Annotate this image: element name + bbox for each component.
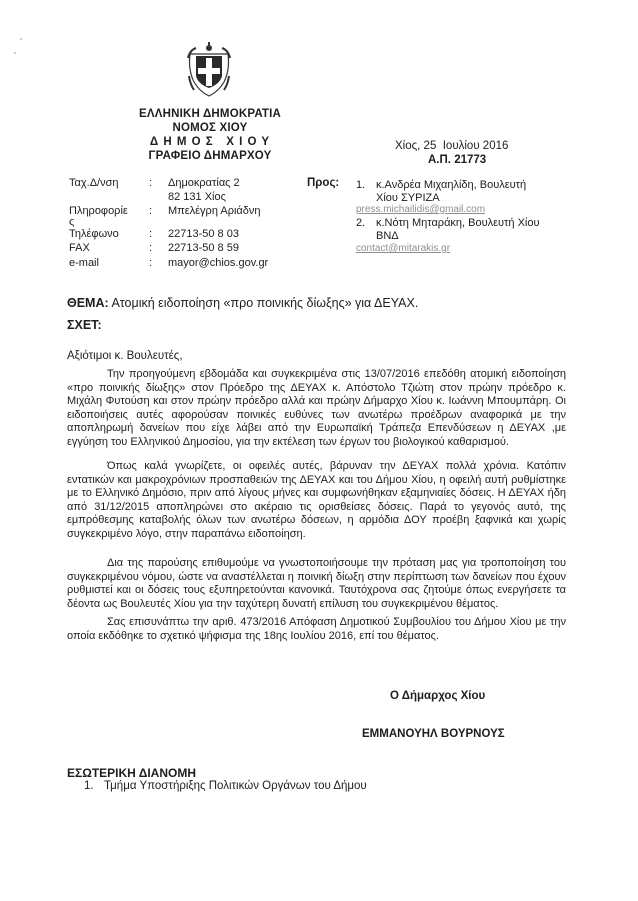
- subject-line: [67, 296, 418, 310]
- header-municipality: Δ Η Μ Ο Σ Χ Ι Ο Υ: [149, 136, 271, 148]
- recipient-email: contact@mitarakis.gr: [356, 243, 451, 254]
- contact-colon: :: [149, 205, 153, 217]
- signature-title: Ο Δήμαρχος Χίου: [390, 690, 486, 702]
- contact-info-person: Μπελέγρη Αριάδνη: [168, 205, 261, 217]
- header-prefecture: ΝΟΜΟΣ ΧΙΟΥ: [172, 122, 248, 134]
- contact-label: e-mail: [69, 257, 99, 269]
- recipient-name: κ.Νότη Μηταράκη, Βουλευτή Χίου: [376, 217, 540, 229]
- contact-colon: :: [149, 257, 153, 269]
- scan-speck: [14, 52, 16, 54]
- contact-label: ς: [69, 216, 75, 228]
- document-date: Χίος, 25 Ιουλίου 2016: [395, 140, 509, 152]
- body-paragraph: Όπως καλά γνωρίζετε, οι οφειλές αυτές, βάρυναν την ΔΕΥΑΧ πολλά χρόνια. Κατόπιν εντατικών και μακροχρόνιων προσπαθειών της ΔΕΥΑΧ και του Δήμου Χίου, η οφειλή αυτή ρυθμίστηκε με το Ελληνικό Δημόσιο, πριν από λίγους μήνες και συμφωνήθηκαν εξαμηνιαίες δόσεις. Η ΔΕΥΑΧ ήδη από 31/12/2015 αποπληρώνει στο ακέραιο τις ορισθείσες δόσεις. Παρά το γεγονός αυτό, της εμπρόθεσμης καταβολής όλων των ανωτέρω δόσεων, η αρμόδια ΔΟΥ προέβη ξαφνικά και χωρίς συγκεκριμένο λόγο, στην παραπάνω ειδοποίηση.: [67, 460, 566, 540]
- recipient-party: Χίου ΣΥΡΙΖΑ: [376, 192, 440, 204]
- contact-label: Πληροφορίε: [69, 205, 128, 217]
- reference-label: ΣΧΕΤ:: [67, 318, 102, 332]
- body-paragraph: Δια της παρούσης επιθυμούμε να γνωστοποιήσουμε την πρόταση μας για τροποποίηση του συγκεκριμένου νόμου, ώστε να αναστέλλεται η ποινική δίωξη στην περίπτωση των δανείων που έχουν ρυθμιστεί και οι δόσεις τους εξυπηρετούνται κανονικά. Ταυτόχρονα σας ζητούμε όπως ενεργήσετε τα δέοντα ως Βουλευτές Χίου για την ταχύτερη δυνατή επίλυση του συγκεκριμένου θέματος.: [67, 557, 566, 610]
- protocol-number: Α.Π. 21773: [428, 154, 487, 166]
- coat-of-arms-emblem: [186, 40, 232, 100]
- distribution-number: 1.: [84, 780, 94, 792]
- greeting: Αξιότιμοι κ. Βουλευτές,: [67, 350, 183, 362]
- subject-label: ΘΕΜΑ:: [67, 296, 109, 310]
- contact-email: mayor@chios.gov.gr: [168, 257, 269, 269]
- contact-label: Ταχ.Δ/νση: [69, 177, 119, 189]
- recipients-label: Προς:: [307, 177, 340, 189]
- header-republic: ΕΛΛΗΝΙΚΗ ΔΗΜΟΚΡΑΤΙΑ: [138, 108, 282, 120]
- contact-fax: 22713-50 8 59: [168, 242, 239, 254]
- contact-postcode: 82 131 Χίος: [168, 191, 226, 203]
- signature-name: ΕΜΜΑΝΟΥΗΛ ΒΟΥΡΝΟΥΣ: [362, 728, 505, 740]
- contact-label: FAX: [69, 242, 90, 254]
- subject-text: Ατομική ειδοποίηση «προ ποινικής δίωξης» για ΔΕΥΑΧ.: [108, 296, 419, 310]
- contact-colon: :: [149, 242, 153, 254]
- body-paragraph: Σας επισυνάπτω την αριθ. 473/2016 Απόφαση Δημοτικού Συμβουλίου του Δήμου Χίου με την οποία εκδόθηκε το σχετικό ψήφισμα της 18ης Ιουλίου 2016, επί του θέματος.: [67, 616, 566, 642]
- recipient-email: press.michailidis@gmail.com: [356, 204, 486, 215]
- scan-speck: [20, 38, 22, 40]
- distribution-item: Τμήμα Υποστήριξης Πολιτικών Οργάνων του Δήμου: [104, 780, 367, 792]
- distribution-label: ΕΣΩΤΕΡΙΚΗ ΔΙΑΝΟΜΗ: [67, 766, 197, 780]
- recipient-name: κ.Ανδρέα Μιχαηλίδη, Βουλευτή: [376, 179, 527, 191]
- recipient-party: ΒΝΔ: [376, 230, 399, 242]
- contact-address: Δημοκρατίας 2: [168, 177, 240, 189]
- header-office: ΓΡΑΦΕΙΟ ΔΗΜΑΡΧΟΥ: [148, 150, 272, 162]
- contact-phone: 22713-50 8 03: [168, 228, 239, 240]
- contact-label: Τηλέφωνο: [69, 228, 119, 240]
- recipient-number: 1.: [356, 179, 366, 191]
- contact-colon: :: [149, 228, 153, 240]
- recipient-number: 2.: [356, 217, 366, 229]
- contact-colon: :: [149, 177, 153, 189]
- body-paragraph: Την προηγούμενη εβδομάδα και συγκεκριμένα στις 13/07/2016 επεδόθη ατομική ειδοποίηση «προ ποινικής δίωξης» στον Πρόεδρο της ΔΕΥΑΧ κ. Απόστολο Τζιώτη στον πρώην πρόεδρο κ. Μιχάλη Φυτούση και στον πρώην πρόεδρο αλλά και πρώην Δήμαρχο Χίου κ. Ιωάννη Μπουμπάρη. Οι ειδοποιήσεις αυτές αφορούσαν ποινικές ευθύνες των ανωτέρω προέδρων αναφορικά με την αποπληρωμή δανείων που είχε λάβει από την Ευρωπαϊκή Τράπεζα Επενδύσεων η ΔΕΥΑΧ ,με εγγύηση του Ελληνικού Δημοσίου, για την εκτέλεση των έργων του βιολογικού καθαρισμού.: [67, 368, 566, 448]
